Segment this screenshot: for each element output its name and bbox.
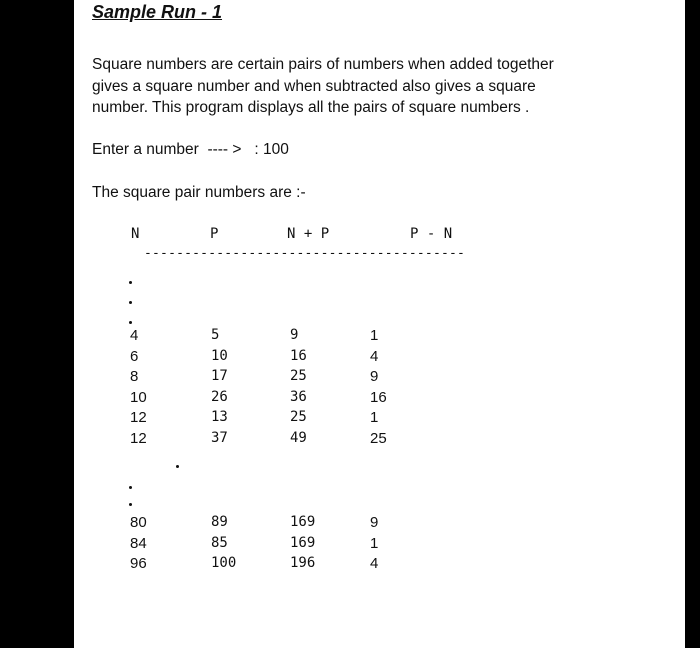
cell-n: 6 (130, 347, 139, 365)
cell-n-plus-p: 25 (290, 368, 307, 385)
cell-p-minus-n: 25 (370, 430, 387, 447)
cell-p: 5 (211, 327, 220, 343)
cell-p-minus-n: 1 (370, 327, 379, 344)
input-prompt: Enter a number ---- > : 100 (92, 141, 289, 158)
cell-n: 10 (130, 388, 147, 406)
column-header-p: P (210, 226, 219, 242)
cell-n: 84 (130, 534, 147, 552)
document-page (74, 0, 685, 648)
cell-p: 100 (211, 555, 237, 572)
cell-p-minus-n: 16 (370, 388, 387, 406)
cell-p: 37 (211, 430, 228, 446)
cell-n: 8 (130, 368, 139, 386)
cell-p-minus-n: 9 (370, 368, 379, 386)
cell-p: 17 (211, 368, 228, 385)
intro-line: gives a square number and when subtracted also gives a square (92, 77, 536, 95)
cell-n: 12 (130, 409, 147, 427)
cell-p-minus-n: 9 (370, 514, 379, 531)
results-heading: The square pair numbers are :- (92, 184, 306, 201)
cell-n-plus-p: 9 (290, 327, 299, 343)
header-divider: ---------------------------------------- (144, 246, 466, 261)
column-header-n-plus-p: N + P (287, 226, 330, 242)
intro-line: Square numbers are certain pairs of numbers when added together (92, 56, 554, 73)
cell-p: 13 (211, 409, 228, 426)
ellipsis-dot (129, 281, 132, 284)
ellipsis-dot (176, 465, 179, 468)
cell-n-plus-p: 196 (290, 555, 316, 572)
column-header-n: N (131, 226, 140, 242)
cell-n-plus-p: 36 (290, 388, 307, 405)
cell-p: 89 (211, 514, 228, 530)
ellipsis-dot (129, 321, 132, 324)
cell-n: 96 (130, 555, 147, 573)
cell-n-plus-p: 169 (290, 534, 316, 551)
cell-p: 26 (211, 388, 228, 405)
cell-n-plus-p: 25 (290, 409, 307, 426)
cell-p-minus-n: 4 (370, 347, 379, 365)
sample-run-title: Sample Run - 1 (92, 2, 223, 22)
ellipsis-dot (129, 301, 132, 304)
cell-n-plus-p: 49 (290, 430, 307, 446)
cell-p: 10 (211, 347, 228, 364)
cell-n: 4 (130, 327, 139, 344)
ellipsis-dot (129, 486, 132, 489)
column-header-p-minus-n: P - N (410, 226, 453, 242)
ellipsis-dot (129, 503, 132, 506)
cell-p-minus-n: 4 (370, 555, 379, 573)
cell-n-plus-p: 169 (290, 514, 316, 530)
cell-p: 85 (211, 534, 228, 551)
intro-line: number. This program displays all the pairs of square numbers . (92, 99, 530, 116)
cell-p-minus-n: 1 (370, 534, 379, 552)
cell-n: 12 (130, 430, 147, 447)
cell-p-minus-n: 1 (370, 409, 379, 427)
cell-n: 80 (130, 514, 147, 531)
intro-paragraph (92, 54, 612, 119)
cell-n-plus-p: 16 (290, 347, 307, 364)
